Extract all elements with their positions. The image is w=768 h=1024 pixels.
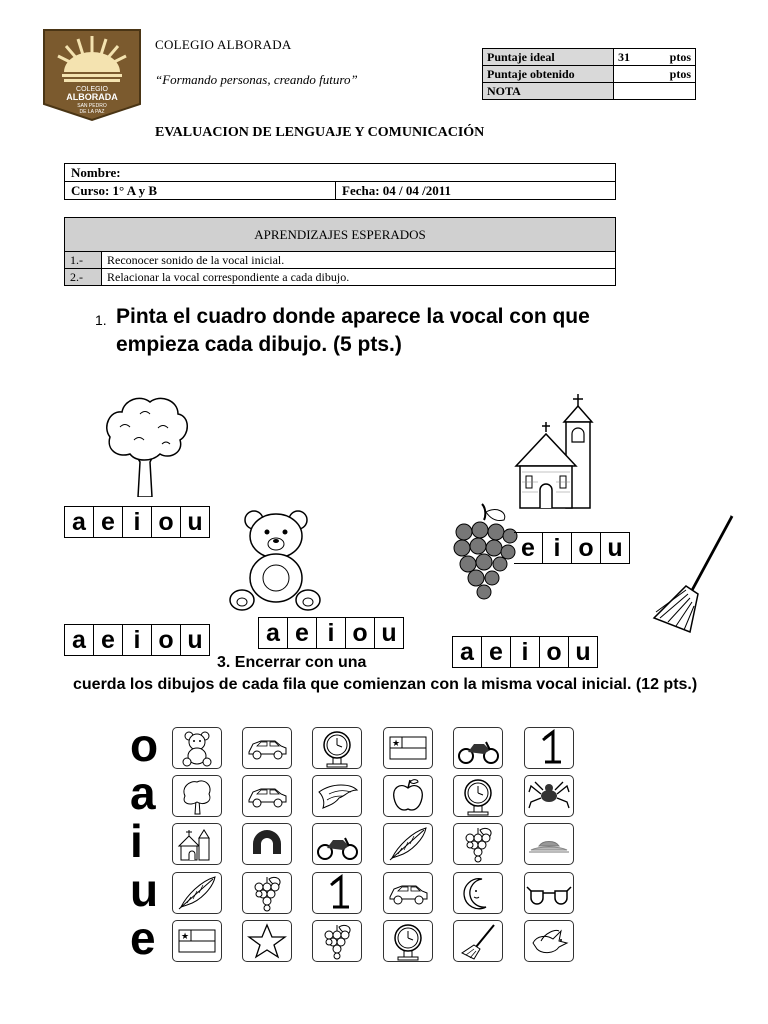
nombre-field[interactable]: Nombre:: [65, 164, 616, 182]
vowel-u[interactable]: u: [575, 638, 591, 666]
vowel-e[interactable]: e: [94, 507, 123, 537]
broom-drawing: [650, 512, 738, 634]
star-icon: [243, 921, 291, 961]
vowel-o[interactable]: o: [152, 507, 181, 537]
teddy-bear-drawing: [228, 506, 322, 614]
vowel-i[interactable]: i: [511, 637, 540, 667]
spider-icon: [525, 776, 573, 816]
vowel-i[interactable]: i: [543, 533, 572, 563]
grapes-icon: [454, 824, 502, 864]
picture-tile[interactable]: [242, 727, 292, 769]
vowel-u[interactable]: u: [607, 534, 623, 562]
vowel-box-grapes[interactable]: [452, 636, 598, 668]
picture-tile[interactable]: [242, 775, 292, 817]
number-one-icon: [525, 728, 573, 768]
glasses-icon: [525, 873, 573, 913]
school-name: COLEGIO ALBORADA: [155, 37, 292, 52]
row-letter-o: o: [130, 719, 159, 771]
flag-icon: [384, 728, 432, 768]
svg-text:ALBORADA: ALBORADA: [66, 92, 118, 102]
aprendizajes-header: APRENDIZAJES ESPERADOS: [65, 218, 616, 252]
picture-tile[interactable]: [524, 872, 574, 914]
svg-text:COLEGIO: COLEGIO: [76, 86, 108, 93]
vowel-u[interactable]: u: [381, 619, 397, 647]
aprendizaje-num: 2.-: [65, 269, 102, 286]
wing-icon: [313, 776, 361, 816]
school-logo: [42, 28, 142, 122]
row-letter-u: u: [130, 864, 159, 916]
picture-tile[interactable]: [383, 823, 433, 865]
score-value: 31 ptos: [614, 49, 696, 66]
vowel-e[interactable]: e: [514, 533, 543, 563]
nota-field[interactable]: [614, 83, 696, 100]
vowel-a[interactable]: a: [259, 618, 288, 648]
picture-tile[interactable]: [312, 920, 362, 962]
picture-tile[interactable]: [312, 775, 362, 817]
picture-tile[interactable]: [242, 872, 292, 914]
flag-icon: [173, 921, 221, 961]
picture-tile[interactable]: [524, 775, 574, 817]
motorcycle-icon: [313, 824, 361, 864]
aprendizaje-text: Relacionar la vocal correspondiente a cada dibujo.: [102, 269, 616, 286]
vowel-box-church[interactable]: [514, 532, 630, 564]
score-label: Puntaje obtenido: [483, 66, 614, 83]
feather-icon: [384, 824, 432, 864]
vowel-box-tree[interactable]: [64, 506, 210, 538]
fecha-field: Fecha: 04 / 04 /2011: [336, 182, 616, 200]
moon-icon: [454, 873, 502, 913]
score-value-field[interactable]: ptos: [614, 66, 696, 83]
vowel-o[interactable]: o: [152, 625, 181, 655]
score-row-nota: [483, 83, 696, 100]
motorcycle-icon: [454, 728, 502, 768]
clock-icon: [313, 728, 361, 768]
picture-tile[interactable]: [172, 823, 222, 865]
picture-tile[interactable]: [172, 872, 222, 914]
picture-tile[interactable]: [453, 727, 503, 769]
island-icon: [525, 824, 573, 864]
vowel-i[interactable]: i: [123, 507, 152, 537]
picture-tile[interactable]: [172, 727, 222, 769]
vowel-i[interactable]: i: [317, 618, 346, 648]
church-icon: [173, 824, 221, 864]
question-3-line1: 3. Encerrar con una: [217, 654, 367, 671]
score-label: Puntaje ideal: [483, 49, 614, 66]
row-letter-a: a: [130, 767, 156, 819]
page-title: EVALUACION DE LENGUAJE Y COMUNICACIÓN: [155, 125, 485, 140]
aprendizaje-num: 1.-: [65, 252, 102, 269]
vowel-a[interactable]: a: [453, 637, 482, 667]
car-icon: [243, 776, 291, 816]
question-1-number: 1.: [95, 312, 107, 328]
student-info-table: [64, 163, 616, 200]
picture-tile[interactable]: [242, 920, 292, 962]
tree-drawing: [100, 392, 190, 497]
score-row-ideal: [483, 49, 696, 66]
car-icon: [243, 728, 291, 768]
bird-icon: [525, 921, 573, 961]
score-row-obtenido: [483, 66, 696, 83]
question-3-line2: cuerda los dibujos de cada fila que comienzan con la misma vocal inicial. (12 pts.): [73, 676, 698, 693]
aprendizajes-table: [64, 217, 616, 286]
picture-tile[interactable]: [453, 823, 503, 865]
picture-tile[interactable]: [453, 872, 503, 914]
vowel-o[interactable]: o: [540, 637, 569, 667]
picture-tile[interactable]: [172, 920, 222, 962]
tree-icon: [173, 776, 221, 816]
vowel-a[interactable]: a: [65, 507, 94, 537]
picture-tile[interactable]: [312, 823, 362, 865]
score-table: [482, 48, 696, 100]
apple-icon: [384, 776, 432, 816]
curso-field: Curso: 1° A y B: [65, 182, 336, 200]
grapes-icon: [243, 873, 291, 913]
magnet-icon: [243, 824, 291, 864]
picture-tile[interactable]: [172, 775, 222, 817]
vowel-a[interactable]: a: [65, 625, 94, 655]
vowel-u[interactable]: u: [187, 626, 203, 654]
grapes-drawing: [452, 502, 520, 602]
vowel-u[interactable]: u: [187, 508, 203, 536]
svg-text:DE LA PAZ: DE LA PAZ: [79, 109, 105, 115]
picture-tile[interactable]: [524, 823, 574, 865]
picture-tile[interactable]: [242, 823, 292, 865]
picture-tile[interactable]: [453, 920, 503, 962]
feather-icon: [173, 873, 221, 913]
svg-text:SAN PEDRO: SAN PEDRO: [77, 103, 107, 109]
vowel-i[interactable]: i: [123, 625, 152, 655]
clock-icon: [384, 921, 432, 961]
question-1-text: Pinta el cuadro donde aparece la vocal con que empieza cada dibujo. (5 pts.): [116, 305, 590, 356]
picture-tile[interactable]: [524, 727, 574, 769]
row-letter-i: i: [130, 815, 143, 867]
school-motto: “Formando personas, creando futuro”: [155, 72, 358, 87]
picture-tile[interactable]: [524, 920, 574, 962]
aprendizaje-text: Reconocer sonido de la vocal inicial.: [102, 252, 616, 269]
vowel-e[interactable]: e: [288, 618, 317, 648]
picture-tile[interactable]: [383, 872, 433, 914]
vowel-box-bear[interactable]: [258, 617, 404, 649]
grapes-icon: [313, 921, 361, 961]
picture-tile[interactable]: [383, 920, 433, 962]
church-drawing: [512, 392, 600, 510]
vowel-e[interactable]: e: [94, 625, 123, 655]
picture-tile[interactable]: [453, 775, 503, 817]
vowel-e[interactable]: e: [482, 637, 511, 667]
picture-tile[interactable]: [383, 727, 433, 769]
row-letter-e: e: [130, 912, 156, 964]
picture-tile[interactable]: [312, 727, 362, 769]
car-icon: [384, 873, 432, 913]
broom-icon: [454, 921, 502, 961]
teddy-bear-icon: [173, 728, 221, 768]
picture-tile[interactable]: [312, 872, 362, 914]
picture-tile[interactable]: [383, 775, 433, 817]
clock-icon: [454, 776, 502, 816]
vowel-box-bear-left[interactable]: [64, 624, 210, 656]
vowel-o[interactable]: o: [572, 533, 601, 563]
score-label: NOTA: [483, 83, 614, 100]
number-one-icon: [313, 873, 361, 913]
vowel-o[interactable]: o: [346, 618, 375, 648]
